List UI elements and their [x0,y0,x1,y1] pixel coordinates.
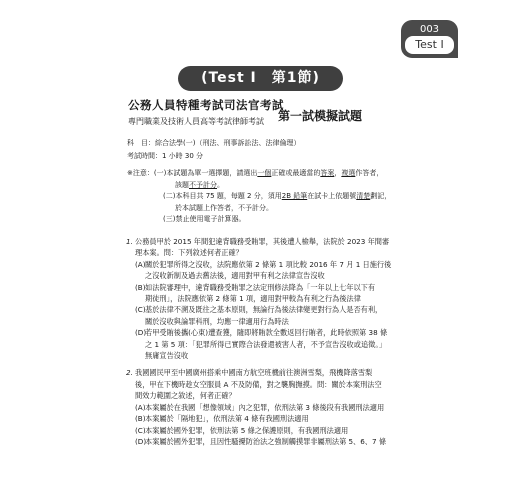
answer-option [135,259,431,282]
answer-option [135,436,431,447]
answer-option [135,413,431,424]
exam-time: 考試時間：1 小時 30 分 [127,152,204,160]
option-marker: (C) [135,305,146,315]
option-text: 期徒刑」，法院應依第 2 條第 1 項，適用對甲較為有利之行為後法律 [145,294,361,304]
question-stem: 公務員甲於 2015 年間犯違背職務受賄罪，其後遭人檢舉，法院於 2023 年間審 [135,237,390,246]
exam-title-sub: 專門職業及技術人員高等考試律師考試 [128,117,264,126]
option-text: 如法院審理中，違背職務受賄罪之法定刑修法降為「一年以上七年以下有 [145,282,376,292]
option-text: 本案屬於「隔地犯」，依刑法第 4 條有我國刑法適用 [145,414,309,424]
exam-subject: 科 目：綜合法學(一)（刑法、刑事訴訟法、法律倫理） [127,139,301,147]
section-banner: (Test I 第1節) [178,66,343,91]
answer-option [135,425,431,436]
question-stem: 間效力範圍之敘述，何者正確？ [135,391,236,401]
question-list [126,236,431,447]
option-marker: (D) [135,328,147,338]
instructions-label: ※注意： [127,169,154,177]
question-number: 2. [126,368,133,378]
option-marker: (A) [135,402,146,412]
page-number-tab [401,20,458,58]
option-text: 本案屬於國外犯罪，且因性騷擾防治法之強制觸摸罪非屬刑法第 5、6、7 條 [145,436,387,446]
instructions: ※注意：(一)本試題為單一選擇題，請選出一個正確或最適當的答案，複選作答者， 該題不予計分。 (二)本科目共 75 題，每題 2 分，須用2B 鉛筆在試卡上依題號清楚劃記， 於本試題上作答者，不予計分。 (三)禁止使用電子計算器。 [127,169,392,223]
option-marker: (B) [135,414,146,424]
question-item [126,236,431,361]
option-text: 關於沒收與論罪科刑，均應一律適用行為時法 [145,316,289,326]
question-number: 1. [126,237,133,246]
question-item [126,367,431,447]
question-stem: 我國國民甲至中國廣州搭乘中國南方航空班機前往澳洲雪梨，飛機降落雪梨 [135,368,373,378]
question-stem: 理本案。問：下列敘述何者正確？ [135,248,243,258]
question-stem: 後，甲在下機時趁女空服員 A 不及防備，對之襲胸撫摸。問：關於本案刑法空 [135,379,382,389]
option-text: 無庸宣告沒收 [145,351,189,361]
option-marker: (B) [135,282,146,292]
page-number: 003 [419,24,440,35]
option-text: 關於犯罪所得之沒收，法院應依第 2 條第 1 項比較 2016 年 7 月 1 日施行後 [145,259,392,269]
answer-option [135,304,431,327]
option-text: 基於法律不溯及既往之基本原則，無論行為後法律變更對行為人是否有利， [145,305,383,315]
section-label: Test I [405,36,454,54]
exam-title [128,97,428,133]
answer-option [135,282,431,305]
exam-title-right: 第一試模擬試題 [278,109,363,123]
option-text: 本案屬於在我國「想像領域」內之犯罪，依刑法第 3 條後段有我國刑法適用 [145,402,385,412]
answer-option [135,402,431,413]
option-text: 若甲受賄後攜(心東)遭查獲，隨即將賄款全數返回行賄者，此時依照第 38 條 [145,328,388,338]
option-marker: (C) [135,425,146,435]
exam-title-main: 公務人員特種考試司法官考試 [128,98,284,112]
option-text: 之沒收新制及過去舊法後，適用對甲有利之法律宣告沒收 [145,271,325,281]
option-text: 本案屬於國外犯罪，依刑法第 5 條之保護原則，有我國刑法適用 [145,425,349,435]
option-text: 之 1 第 5 項：「犯罪所得已實際合法發還被害人者，不予宣告沒收或追徵。」 [145,339,387,349]
option-marker: (D) [135,436,147,446]
answer-option [135,327,431,361]
option-marker: (A) [135,259,146,269]
